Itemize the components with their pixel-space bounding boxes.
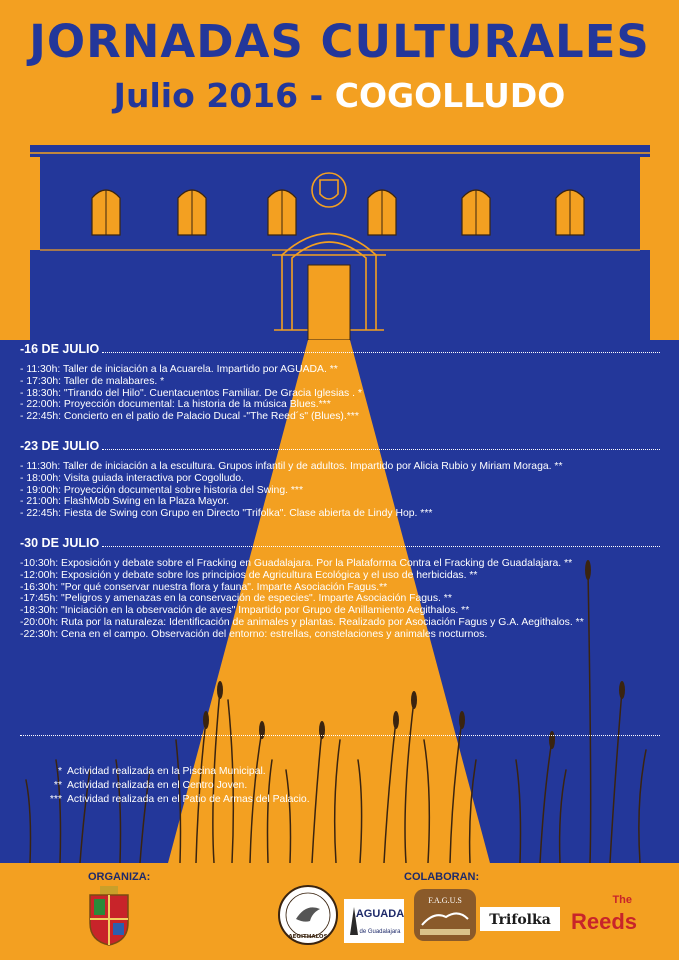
dotted-rule <box>20 735 660 736</box>
aguada-logo <box>344 899 404 943</box>
day-date: -23 DE JULIO <box>20 438 100 453</box>
coat-of-arms-logo <box>86 885 132 947</box>
palace-cornice <box>30 145 650 157</box>
doorway <box>308 265 350 340</box>
the-reeds-logo <box>566 889 642 937</box>
activity-item: - 19:00h: Proyección documental sobre historia del Swing. *** <box>20 484 304 496</box>
aegithalos-logo <box>276 883 340 947</box>
day-heading <box>20 437 660 453</box>
poster-title: JORNADAS CULTURALES <box>29 15 650 68</box>
footer <box>0 863 679 960</box>
fagus-logo <box>414 889 476 941</box>
activity-item: - 22:45h: Concierto en el patio de Palacio Ducal -"The Reed´s" (Blues).*** <box>20 411 359 423</box>
dotted-rule <box>102 352 660 353</box>
day-block <box>20 534 660 641</box>
activity-item: -18:30h: "Iniciación en la observación de aves" Impartido por Grupo de Anillamiento Aegithalos. ** <box>20 605 470 617</box>
activity-list <box>20 461 660 520</box>
dotted-rule <box>102 449 660 450</box>
day-block <box>20 437 660 520</box>
activity-item: - 21:00h: FlashMob Swing en la Plaza Mayor. <box>20 496 230 508</box>
legend <box>28 766 310 808</box>
activity-item: - 11:30h: Taller de iniciación a la escultura. Grupos infantil y de adultos. Impartido por Alicia Rubio y Miriam Moraga. ** <box>20 460 563 472</box>
activity-list <box>20 364 660 423</box>
the-reeds-logo-text: Reeds <box>570 909 638 934</box>
dotted-rule <box>102 546 660 547</box>
legend-item <box>28 794 310 808</box>
organiza-label: ORGANIZA: <box>88 871 151 883</box>
legend-mark: *** <box>49 794 62 805</box>
activity-item: -12:00h: Exposición y debate sobre los principios de Agricultura Ecológica y el uso de herbicidas. ** <box>20 569 478 581</box>
activity-item: -17:45h: "Peligros y amenazas en la conservación de especies". Imparte Asociación Fagus. ** <box>20 593 452 605</box>
colaboran-label: COLABORAN: <box>404 871 480 883</box>
activity-item: - 22:00h: Proyección documental: La historia de la música Blues.*** <box>20 399 331 411</box>
aguada-logo-sub: de Guadalajara <box>359 929 401 935</box>
activity-item: - 22:45h: Fiesta de Swing con Grupo en Directo "Trifolka". Clase abierta de Lindy Hop. *** <box>20 508 433 520</box>
day-heading <box>20 340 660 356</box>
aguada-logo-text: AGUADA <box>355 908 404 920</box>
day-date: -30 DE JULIO <box>20 535 100 550</box>
legend-text: Actividad realizada en el Centro Joven. <box>67 780 248 791</box>
day-heading <box>20 534 660 550</box>
trifolka-logo <box>480 907 560 931</box>
day-date: -16 DE JULIO <box>20 342 100 356</box>
trifolka-logo-text: Trifolka <box>489 912 551 928</box>
legend-item <box>28 766 310 780</box>
activity-item: -10:30h: Exposición y debate sobre el Fracking en Guadalajara. Por la Plataforma Contra el Fracking de Guadalajara. ** <box>20 557 573 569</box>
activity-item: -16:30h: "Por qué conservar nuestra flora y fauna". Imparte Asociación Fagus.** <box>20 581 388 593</box>
aegithalos-logo-text: AEGITHALOS <box>288 934 328 940</box>
schedule <box>20 340 660 655</box>
activity-item: - 18:30h: "Tirando del Hilo". Cuentacuentos Familiar. De Gracia Iglesias . * <box>20 387 362 399</box>
legend-mark: ** <box>53 780 62 791</box>
legend-mark: * <box>57 766 62 777</box>
activity-item: - 18:00h: Visita guiada interactiva por Cogolludo. <box>20 472 244 484</box>
the-reeds-logo-the: The <box>612 894 632 906</box>
subtitle-town: COGOLLUDO <box>334 76 566 115</box>
legend-text: Actividad realizada en el Patio de Armas del Palacio. <box>67 794 310 805</box>
legend-item <box>28 780 310 794</box>
activity-item: - 11:30h: Taller de iniciación a la Acuarela. Impartido por AGUADA. ** <box>20 364 338 375</box>
legend-text: Actividad realizada en la Piscina Municipal. <box>67 766 266 777</box>
activity-item: - 17:30h: Taller de malabares. * <box>20 375 165 387</box>
activity-item: -22:30h: Cena en el campo. Observación del entorno: estrellas, constelaciones y animales nocturnos. <box>20 628 488 640</box>
fagus-logo-text: F.A.G.U.S <box>428 896 462 905</box>
activity-item: -20:00h: Ruta por la naturaleza: Identificación de animales y plantas. Realizado por Asociación Fagus y G.A. Aegithalos. ** <box>20 616 584 628</box>
day-block <box>20 340 660 423</box>
poster-subtitle <box>0 76 679 116</box>
activity-list <box>20 558 660 641</box>
subtitle-date: Julio 2016 - <box>113 76 324 115</box>
